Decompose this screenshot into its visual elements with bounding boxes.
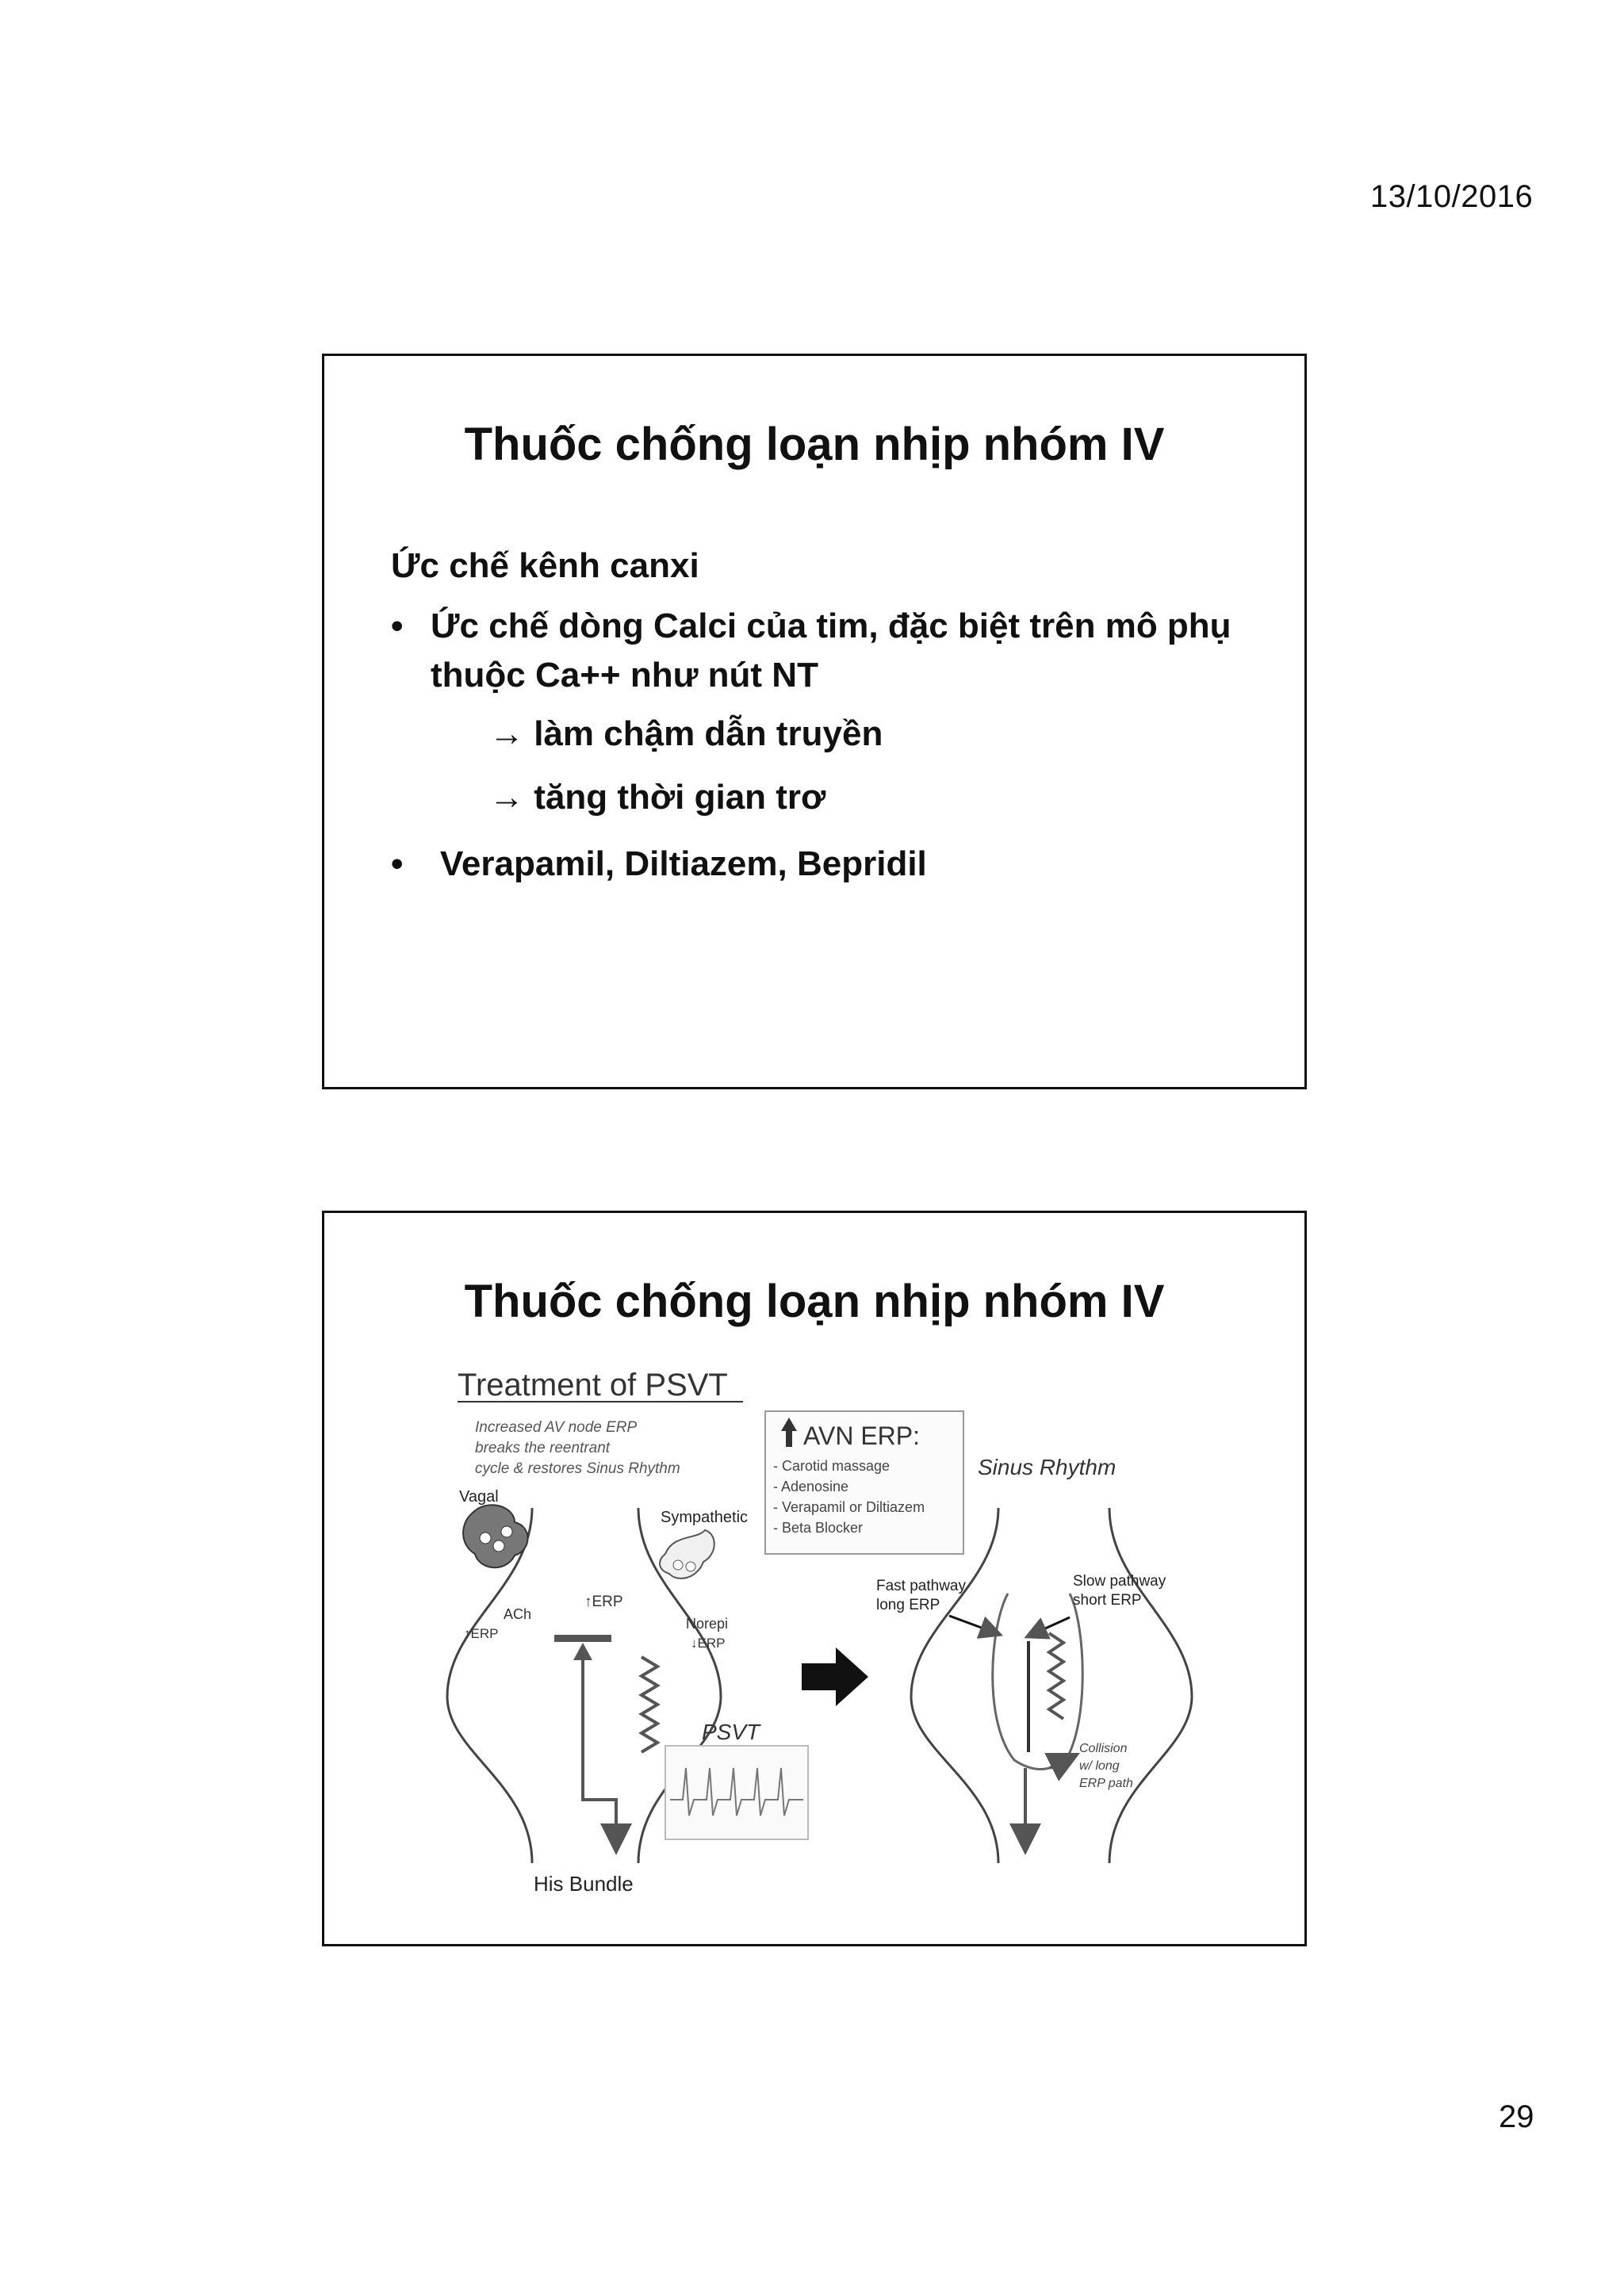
page-number: 29 <box>1499 2099 1534 2134</box>
bullet-text: Verapamil, Diltiazem, Bepridil <box>440 844 927 883</box>
sinus-rhythm-label: Sinus Rhythm <box>978 1455 1116 1479</box>
avn-erp-box <box>765 1411 963 1554</box>
sympathetic-label: Sympathetic <box>661 1509 749 1526</box>
bullet-drugs <box>391 840 927 889</box>
svg-text:Increased AV node ERP: Increased AV node ERP <box>475 1419 638 1436</box>
conduction-block-bar <box>554 1635 611 1642</box>
collision-arrow <box>1050 1760 1066 1768</box>
bullet-mechanism <box>391 602 1271 700</box>
effect-slow-conduction: → làm chậm dẫn truyền <box>489 714 883 753</box>
figure-heading: Treatment of PSVT <box>458 1368 728 1402</box>
svg-text:Slow pathway: Slow pathway <box>1073 1573 1166 1590</box>
slow-pathway-zigzag <box>642 1657 657 1752</box>
sympathetic-nerve-icon <box>660 1530 714 1578</box>
erp-increase-left: ↑ERP <box>464 1626 499 1641</box>
bullet-text: Ức chế dòng Calci của tim, đặc biệt trên mô phụ thuộc Ca++ như nút NT <box>431 607 1231 695</box>
svg-text:- Verapamil or Diltiazem: - Verapamil or Diltiazem <box>773 1499 925 1515</box>
slide-psvt-figure <box>322 1211 1307 1946</box>
slide-class-iv-text <box>322 354 1307 1089</box>
slide-subtitle: Ức chế kênh canxi <box>391 546 699 585</box>
svg-text:ERP path: ERP path <box>1079 1777 1133 1790</box>
his-bundle-label: His Bundle <box>534 1872 634 1896</box>
reentry-pathway <box>583 1660 616 1839</box>
figure-caption <box>475 1419 680 1477</box>
ach-label: ACh <box>504 1606 532 1622</box>
svg-text:- Adenosine: - Adenosine <box>773 1479 849 1494</box>
fast-pathway-pointer <box>949 1616 992 1632</box>
psvt-treatment-diagram <box>324 1213 1304 1944</box>
svg-text:breaks the reentrant: breaks the reentrant <box>475 1440 611 1456</box>
blocked-arrow-icon <box>573 1643 592 1660</box>
svg-text:Collision: Collision <box>1079 1742 1128 1755</box>
norepi-label: Norepi <box>686 1616 729 1632</box>
vagal-nerve-icon <box>463 1505 527 1567</box>
transition-arrow-icon <box>802 1647 868 1706</box>
svg-text:- Beta Blocker: - Beta Blocker <box>773 1520 864 1536</box>
slide-title: Thuốc chống loạn nhịp nhóm IV <box>464 1276 1165 1327</box>
svg-text:AVN ERP:: AVN ERP: <box>803 1422 920 1450</box>
slow-pathway-label <box>1073 1573 1166 1609</box>
erp-increase-center: ↑ERP <box>584 1594 623 1610</box>
svg-text:long ERP: long ERP <box>876 1597 940 1613</box>
slow-pathway-zigzag-right <box>1049 1633 1063 1719</box>
psvt-ecg-strip <box>665 1746 808 1839</box>
effect-refractory-time: → tăng thời gian trơ <box>489 778 826 817</box>
slide-title: Thuốc chống loạn nhịp nhóm IV <box>464 419 1165 470</box>
collision-label <box>1079 1742 1133 1790</box>
page-date: 13/10/2016 <box>1370 179 1534 214</box>
svg-text:cycle & restores Sinus Rhythm: cycle & restores Sinus Rhythm <box>475 1460 680 1477</box>
reentry-loop <box>993 1594 1083 1770</box>
bullet-marker: • <box>391 844 404 883</box>
svg-text:Fast pathway: Fast pathway <box>876 1578 966 1594</box>
svg-text:short ERP: short ERP <box>1073 1592 1142 1609</box>
bullet-marker: • <box>391 607 404 645</box>
svg-text:- Carotid massage: - Carotid massage <box>773 1458 891 1474</box>
av-node-right <box>911 1508 1192 1863</box>
svg-text:w/ long: w/ long <box>1079 1759 1120 1773</box>
psvt-label: PSVT <box>702 1720 760 1744</box>
slow-pathway-pointer <box>1035 1617 1070 1633</box>
vagal-label: Vagal <box>459 1488 499 1506</box>
erp-decrease: ↓ERP <box>691 1636 726 1651</box>
